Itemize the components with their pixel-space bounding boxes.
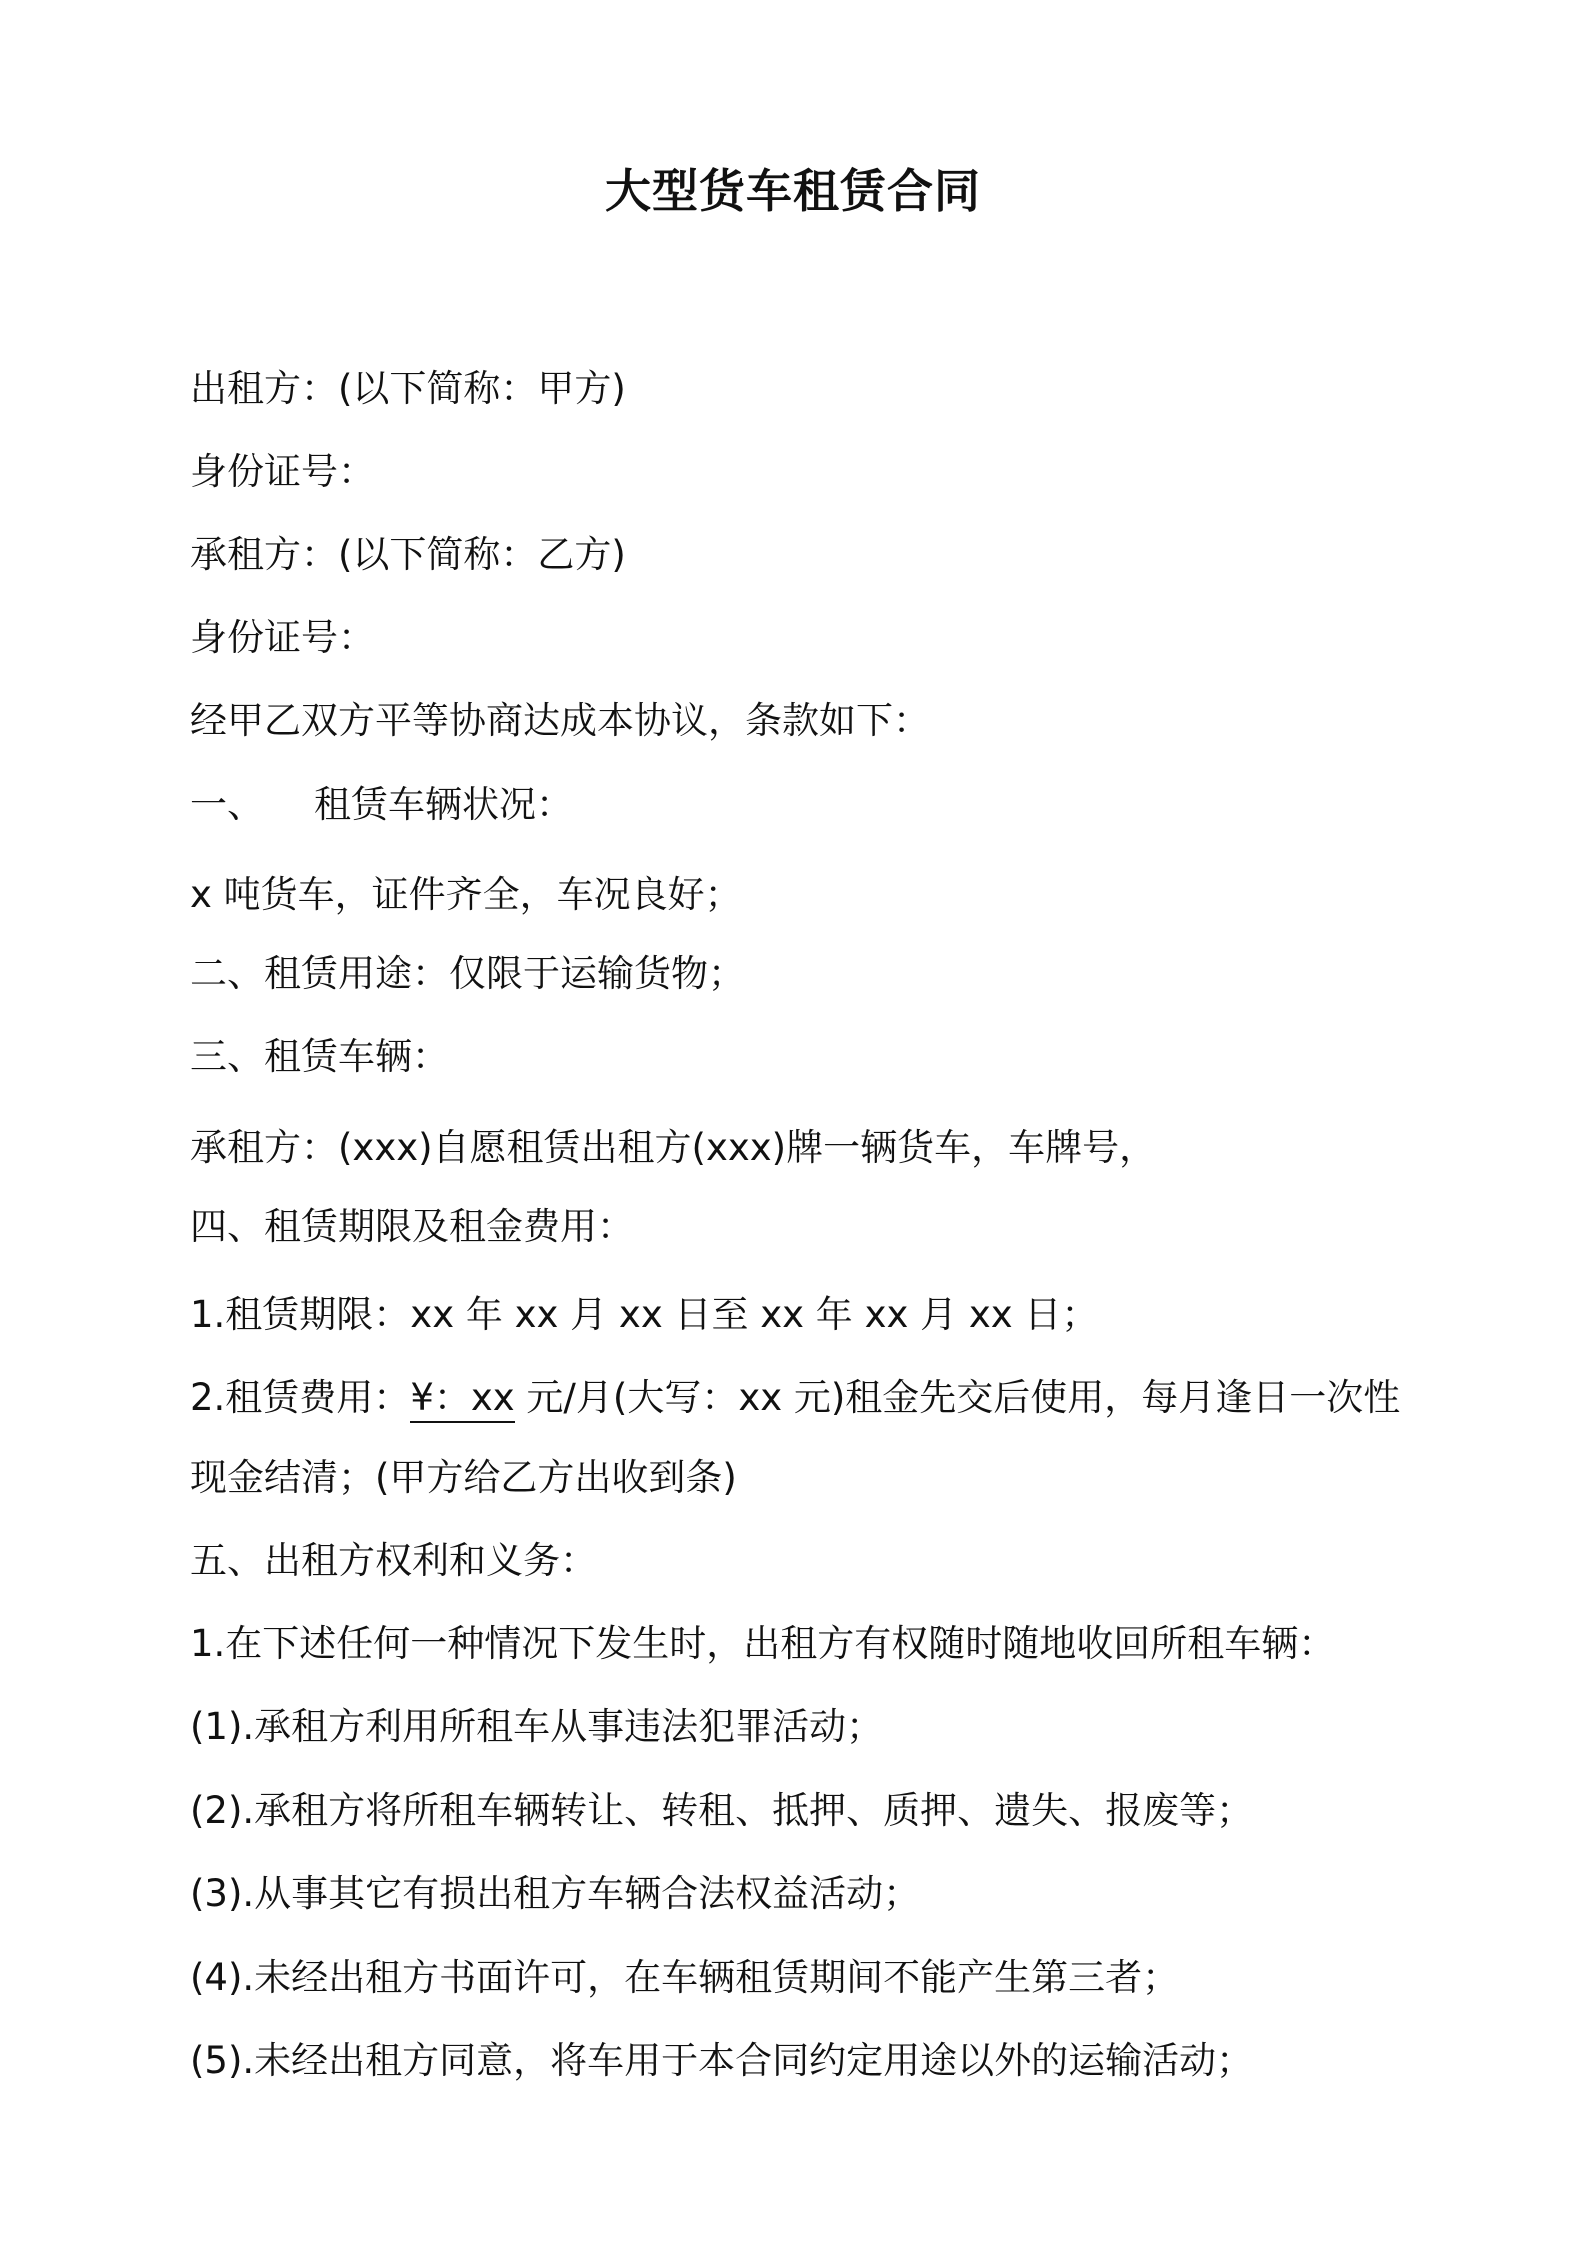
section-3-heading: 三、租赁车辆： bbox=[190, 1035, 449, 1078]
clause-item-2: (2).承租方将所租车辆转让、转租、抵押、质押、遗失、报废等； bbox=[190, 1789, 1254, 1832]
section-2-usage: 二、租赁用途：仅限于运输货物； bbox=[190, 952, 745, 995]
vehicle-details: 承租方：(xxx)自愿租赁出租方(xxx)牌一辆货车，车牌号， bbox=[190, 1126, 1157, 1169]
section-1-text: 租赁车辆状况： bbox=[314, 783, 573, 826]
clause-item-3: (3).从事其它有损出租方车辆合法权益活动； bbox=[190, 1872, 921, 1915]
lessor-line: 出租方：(以下简称：甲方) bbox=[190, 367, 626, 410]
lease-fee-amount: ¥：xx bbox=[410, 1376, 514, 1423]
clause-item-5: (5).未经出租方同意，将车用于本合同约定用途以外的运输活动； bbox=[190, 2039, 1254, 2082]
vehicle-condition: x 吨货车，证件齐全，车况良好； bbox=[190, 873, 742, 916]
document-title: 大型货车租赁合同 bbox=[605, 164, 981, 218]
lessee-id-line: 身份证号： bbox=[190, 616, 375, 659]
repossession-clause: 1.在下述任何一种情况下发生时，出租方有权随时随地收回所租车辆： bbox=[190, 1622, 1336, 1665]
agreement-intro: 经甲乙双方平等协商达成本协议，条款如下： bbox=[190, 699, 930, 742]
lessor-id-line: 身份证号： bbox=[190, 450, 375, 493]
clause-item-4: (4).未经出租方书面许可，在车辆租赁期间不能产生第三者； bbox=[190, 1956, 1180, 1999]
lease-fee-continued: 现金结清；(甲方给乙方出收到条) bbox=[190, 1456, 737, 1499]
lease-term: 1.租赁期限：xx 年 xx 月 xx 日至 xx 年 xx 月 xx 日； bbox=[190, 1293, 1099, 1336]
clause-item-1: (1).承租方利用所租车从事违法犯罪活动； bbox=[190, 1705, 884, 1748]
lease-fee bbox=[190, 1375, 1400, 1421]
section-1-heading bbox=[190, 782, 573, 828]
lessee-line: 承租方：(以下简称：乙方) bbox=[190, 533, 626, 576]
lease-fee-label: 2.租赁费用： bbox=[190, 1376, 411, 1419]
lease-fee-rest: 元/月(大写：xx 元)租金先交后使用，每月逢日一次性 bbox=[514, 1376, 1401, 1419]
section-1-number: 一、 bbox=[190, 783, 264, 826]
section-5-heading: 五、出租方权利和义务： bbox=[190, 1539, 597, 1582]
section-4-heading: 四、租赁期限及租金费用： bbox=[190, 1205, 634, 1248]
